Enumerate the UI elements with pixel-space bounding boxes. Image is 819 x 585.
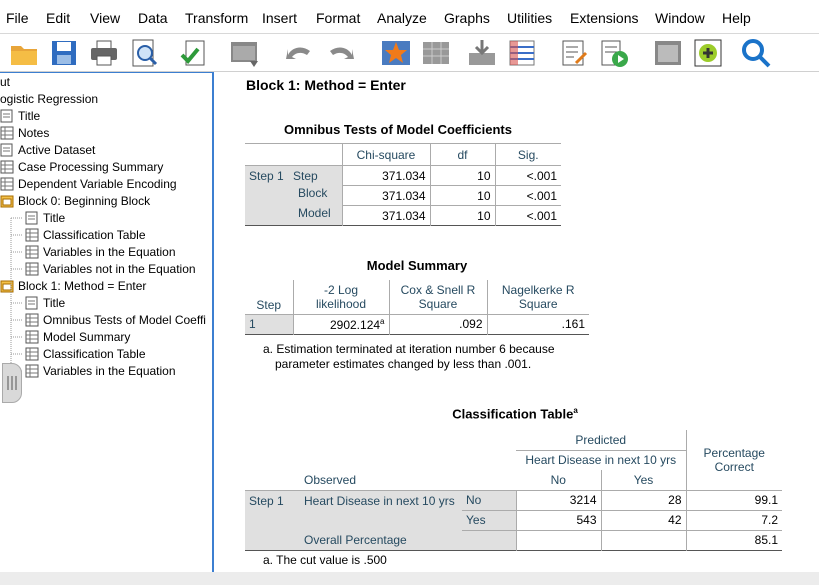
menu-extensions[interactable]: Extensions — [570, 10, 639, 26]
tree-item-block1-model-summary[interactable]: Model Summary — [25, 330, 130, 344]
status-strip — [0, 572, 819, 585]
col-step: Step — [245, 280, 293, 314]
omnibus-step-chi: 371.034 — [342, 166, 430, 186]
tree-item-block0-title[interactable]: Title — [25, 211, 65, 225]
overall-percentage-value: 85.1 — [686, 530, 782, 550]
tree-connector-lines — [0, 73, 214, 383]
export-icon[interactable] — [178, 37, 210, 69]
model-summary-table[interactable] — [245, 280, 589, 335]
percentage-correct-header: Percentage Correct — [686, 430, 782, 490]
omnibus-block-df: 10 — [430, 186, 495, 206]
col-sig: Sig. — [495, 144, 561, 166]
omnibus-model-df: 10 — [430, 206, 495, 226]
tree-item-block1-title[interactable]: Title — [25, 296, 65, 310]
omnibus-step-sig: <.001 — [495, 166, 561, 186]
tree-item-active-dataset[interactable]: Active Dataset — [0, 143, 95, 157]
tree-item-block0-classification[interactable]: Classification Table — [25, 228, 146, 242]
model-summary-ll: 2902.124$^a$ — [293, 314, 389, 334]
open-folder-icon[interactable] — [8, 37, 40, 69]
print-preview-icon[interactable] — [128, 37, 160, 69]
menu-graphs[interactable]: Graphs — [444, 10, 490, 26]
output-content — [216, 72, 819, 572]
omnibus-model-chi: 371.034 — [342, 206, 430, 226]
omnibus-model-sig: <.001 — [495, 206, 561, 226]
col-2ll: -2 Log likelihood — [293, 280, 389, 314]
model-summary-note: a. Estimation terminated at iteration number 6 because parameter estimates changed by less than .001. — [263, 342, 555, 371]
variables-icon[interactable] — [506, 37, 538, 69]
omnibus-block-sig: <.001 — [495, 186, 561, 206]
redo-icon[interactable] — [326, 37, 358, 69]
designate-window-icon[interactable] — [558, 37, 590, 69]
tree-item-block0[interactable]: Block 0: Beginning Block — [0, 194, 150, 208]
classification-var-label: Heart Disease in next 10 yrs — [300, 490, 462, 530]
menu-format[interactable]: Format — [316, 10, 361, 26]
omnibus-title: Omnibus Tests of Model Coefficients — [283, 122, 512, 137]
col-df: df — [430, 144, 495, 166]
menu-analyze[interactable]: Analyze — [377, 10, 427, 26]
show-all-icon[interactable] — [652, 37, 684, 69]
predicted-no: No — [516, 470, 601, 490]
insert-output-icon[interactable] — [692, 37, 724, 69]
col-chi-square: Chi-square — [342, 144, 430, 166]
omnibus-block-label: Block — [298, 186, 328, 200]
classification-table[interactable] — [245, 430, 782, 551]
menu-file[interactable]: File — [6, 10, 29, 26]
menu-data[interactable]: Data — [138, 10, 168, 26]
model-summary-cox: .092 — [389, 314, 487, 334]
observed-header: Observed — [300, 470, 462, 490]
goto-variable-icon[interactable] — [466, 37, 498, 69]
row-yes-label: Yes — [462, 510, 516, 530]
menu-view[interactable]: View — [90, 10, 121, 26]
tree-item-block1-omnibus[interactable]: Omnibus Tests of Model Coeffi — [25, 313, 206, 327]
tree-item-title[interactable]: Title — [0, 109, 40, 123]
recall-dialog-icon[interactable] — [228, 37, 260, 69]
toolbar — [0, 34, 819, 72]
menu-edit[interactable]: Edit — [46, 10, 71, 26]
menu-transform[interactable]: Transform — [185, 10, 249, 26]
omnibus-model-label: Model — [298, 206, 331, 220]
tree-item-block0-not-in-eq[interactable]: Variables not in the Equation — [25, 262, 196, 276]
pane-splitter-handle[interactable] — [2, 363, 22, 403]
tree-item-notes[interactable]: Notes — [0, 126, 49, 140]
output-outline-pane — [0, 72, 214, 572]
cell-yes-pct: 7.2 — [686, 510, 782, 530]
col-nagelkerke: Nagelkerke R Square — [487, 280, 589, 314]
block-title: Block 1: Method = Enter — [246, 77, 406, 93]
search-icon[interactable] — [740, 37, 772, 69]
tree-item-case-processing[interactable]: Case Processing Summary — [0, 160, 163, 174]
menu-help[interactable]: Help — [722, 10, 751, 26]
undo-icon[interactable] — [282, 37, 314, 69]
row-no-label: No — [462, 490, 516, 510]
tree-item-block0-variables[interactable]: Variables in the Equation — [25, 245, 176, 259]
predicted-yes: Yes — [601, 470, 686, 490]
print-icon[interactable] — [88, 37, 120, 69]
predicted-header: Predicted — [516, 430, 686, 450]
save-icon[interactable] — [48, 37, 80, 69]
tree-item-dependent-encoding[interactable]: Dependent Variable Encoding — [0, 177, 177, 191]
tree-logistic-regression[interactable]: ogistic Regression — [0, 92, 99, 106]
model-summary-step: 1 — [245, 314, 293, 334]
goto-data-icon[interactable] — [380, 37, 412, 69]
cell-yes-yes: 42 — [601, 510, 686, 530]
omnibus-table[interactable] — [245, 143, 561, 226]
tree-root[interactable]: ut — [0, 75, 11, 89]
menu-utilities[interactable]: Utilities — [507, 10, 553, 26]
menu-insert[interactable]: Insert — [262, 10, 298, 26]
menu-window[interactable]: Window — [655, 10, 705, 26]
overall-percentage-label: Overall Percentage — [300, 530, 516, 550]
menu-bar — [0, 0, 819, 34]
omnibus-step-label: Step 1 Step — [245, 166, 342, 226]
run-script-icon[interactable] — [598, 37, 630, 69]
col-cox-snell: Cox & Snell R Square — [389, 280, 487, 314]
heart-disease-group: Heart Disease in next 10 yrs — [525, 453, 677, 468]
omnibus-block-chi: 371.034 — [342, 186, 430, 206]
tree-item-block1[interactable]: Block 1: Method = Enter — [0, 279, 146, 293]
goto-case-icon[interactable] — [420, 37, 452, 69]
cell-no-pct: 99.1 — [686, 490, 782, 510]
cell-no-no: 3214 — [516, 490, 601, 510]
classification-note: a. The cut value is .500 — [263, 553, 387, 567]
omnibus-step-df: 10 — [430, 166, 495, 186]
model-summary-title: Model Summary — [366, 258, 468, 273]
tree-item-block1-variables[interactable]: Variables in the Equation — [25, 364, 176, 378]
classification-step-label: Step 1 — [245, 490, 300, 550]
cell-yes-no: 543 — [516, 510, 601, 530]
tree-item-block1-classification[interactable]: Classification Table — [25, 347, 146, 361]
classification-title: Classification Table$^a$ — [452, 406, 578, 422]
model-summary-nagel: .161 — [487, 314, 589, 334]
cell-no-yes: 28 — [601, 490, 686, 510]
